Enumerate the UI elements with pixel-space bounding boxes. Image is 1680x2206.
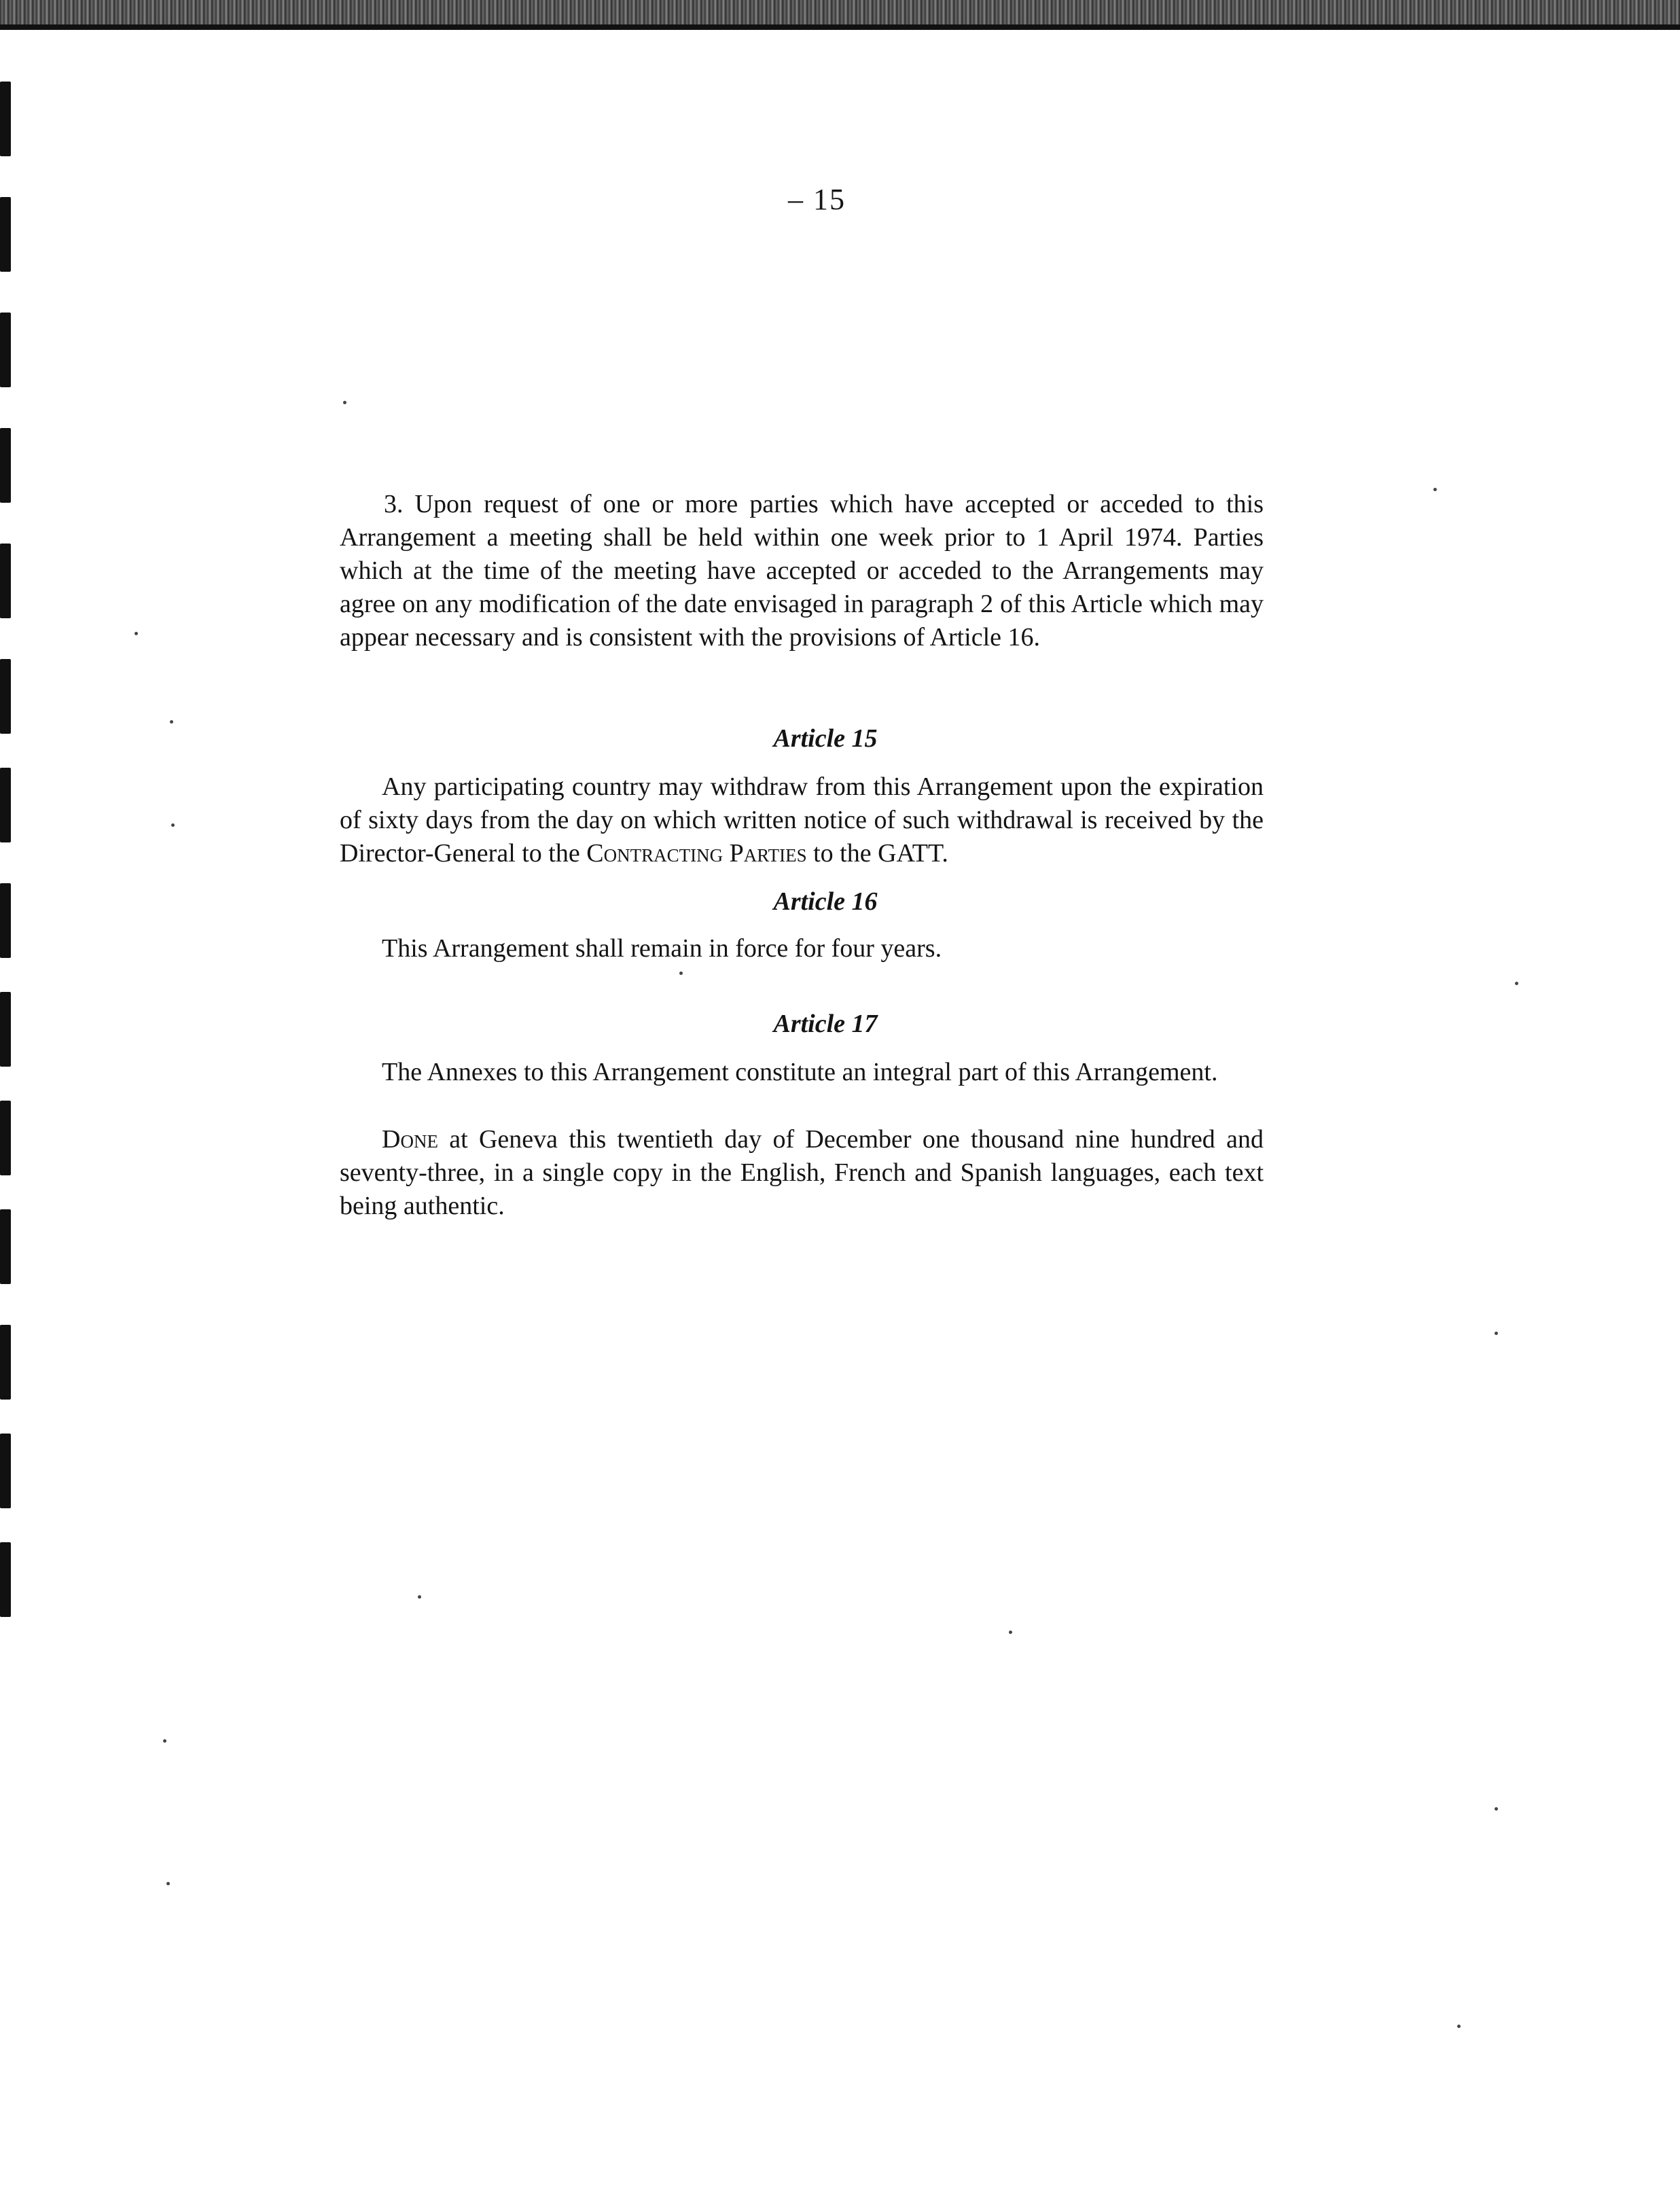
page-number: – 15: [788, 183, 846, 216]
binder-mark: [0, 313, 11, 387]
binder-mark: [0, 883, 11, 958]
closing-text: at Geneva this twentieth day of December one thousand nine hundred and seventy-three, in a single copy in the English, French and Spanish languages, each text being authentic.: [340, 1125, 1264, 1220]
article-15-text-start: Any participating country may withdraw from this Arrangement upon the expiration of sixty days from the day on which written notice of such withdrawal is received by the Director-General to the: [340, 772, 1264, 868]
document-body: [340, 488, 1264, 1223]
article-15-text-end: to the GATT.: [806, 839, 948, 868]
binder-mark: [0, 82, 11, 156]
binder-mark: [0, 992, 11, 1067]
binder-mark: [0, 1325, 11, 1400]
binder-mark: [0, 544, 11, 618]
binder-mark: [0, 1542, 11, 1617]
binder-mark: [0, 768, 11, 842]
binder-mark: [0, 659, 11, 734]
done-smallcaps: Done: [382, 1125, 438, 1154]
article-15-text: [340, 770, 1264, 870]
binder-mark: [0, 428, 11, 503]
article-17-text: The Annexes to this Arrangement constitute an integral part of this Arrangement.: [382, 1058, 1218, 1086]
article-15-heading: Article 15: [773, 724, 878, 753]
article-16-text: This Arrangement shall remain in force for four years.: [382, 934, 942, 963]
binder-mark: [0, 1209, 11, 1284]
binder-mark: [0, 197, 11, 272]
paragraph-3: 3. Upon request of one or more parties which have accepted or acceded to this Arrangement a meeting shall be held within one week prior to 1 April 1974. Parties which at the time of the meeting have accepted or acceded to the Arrangements may agree on any modification of the date envisaged in paragraph 2 of this Article which may appear necessary and is consistent with the provisions of Article 16.: [340, 490, 1264, 652]
article-16-heading: Article 16: [773, 887, 878, 916]
scan-top-edge: [0, 0, 1680, 30]
closing-paragraph: [340, 1123, 1264, 1223]
binder-mark: [0, 1101, 11, 1175]
contracting-parties-smallcaps: Contracting Parties: [586, 839, 807, 868]
binder-mark: [0, 1434, 11, 1508]
binder-hole-marks: [0, 82, 15, 1780]
article-17-heading: Article 17: [773, 1010, 878, 1038]
